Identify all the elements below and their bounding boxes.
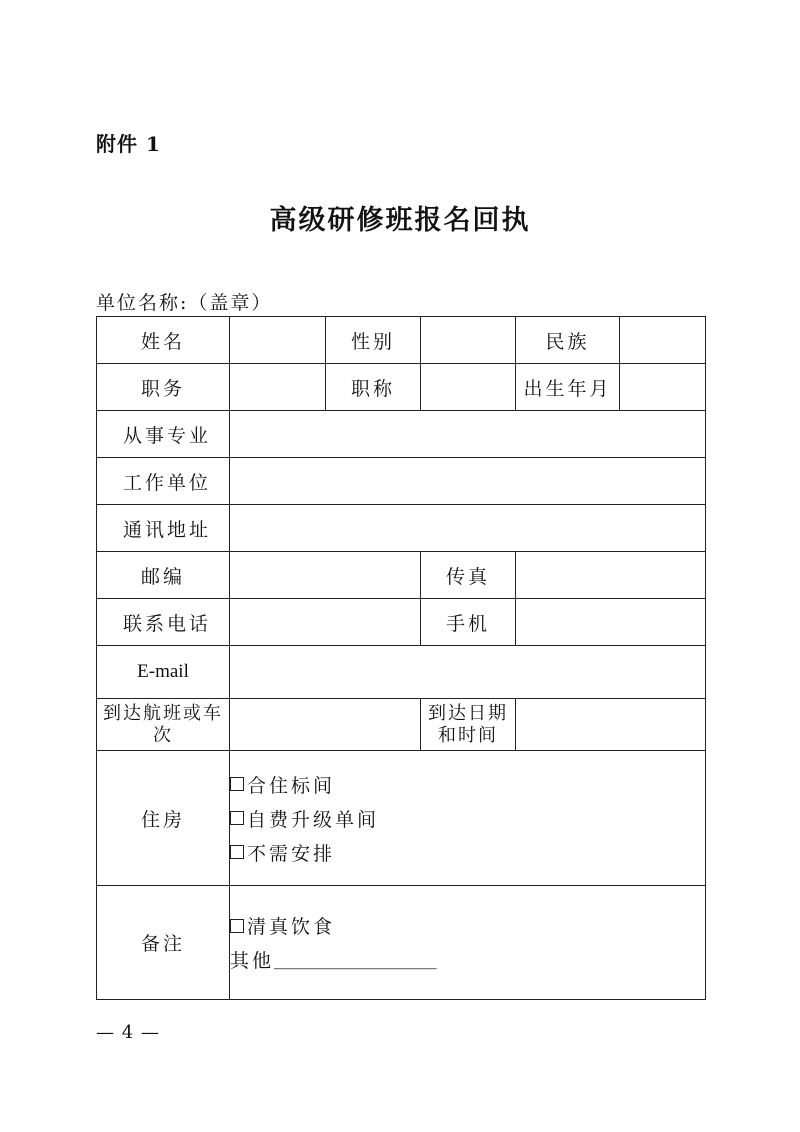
other-blank-field[interactable]: _______________ <box>274 949 437 970</box>
ethnicity-label: 民族 <box>516 317 620 364</box>
specialty-field[interactable] <box>230 411 706 458</box>
arrival-time-label: 到达日期和时间 <box>421 699 516 751</box>
housing-label: 住房 <box>97 751 230 886</box>
arrival-flight-field[interactable] <box>230 699 421 751</box>
option-label: 清真饮食 <box>247 916 336 938</box>
checkbox-icon[interactable] <box>230 777 244 791</box>
housing-options <box>230 751 706 886</box>
page-number: — 4 — <box>96 1022 160 1043</box>
option-label: 合住标间 <box>247 774 336 797</box>
checkbox-icon[interactable] <box>230 845 244 859</box>
remarks-options <box>230 886 706 1000</box>
arrival-flight-label: 到达航班或车次 <box>97 699 230 751</box>
housing-option-upgrade[interactable] <box>230 801 705 835</box>
remarks-other-row <box>230 943 705 977</box>
birth-label: 出生年月 <box>516 364 620 411</box>
phone-field[interactable] <box>230 599 421 646</box>
position-field[interactable] <box>230 364 326 411</box>
gender-label: 性别 <box>326 317 421 364</box>
option-label: 自费升级单间 <box>247 808 380 831</box>
gender-field[interactable] <box>421 317 516 364</box>
housing-option-shared[interactable] <box>230 767 705 801</box>
address-label: 通讯地址 <box>97 505 230 552</box>
option-label: 不需安排 <box>247 842 336 865</box>
postcode-label: 邮编 <box>97 552 230 599</box>
other-label: 其他 <box>230 950 275 972</box>
form-title: 高级研修班报名回执 <box>269 205 531 236</box>
remarks-label: 备注 <box>97 886 230 1000</box>
fax-field[interactable] <box>516 552 706 599</box>
title-field[interactable] <box>421 364 516 411</box>
remarks-option-halal[interactable] <box>230 909 705 943</box>
birth-field[interactable] <box>620 364 706 411</box>
name-label: 姓名 <box>97 317 230 364</box>
unit-name-label: 单位名称:（盖章） <box>96 292 273 314</box>
mobile-label: 手机 <box>421 599 516 646</box>
attachment-label: 附件 1 <box>96 132 161 156</box>
checkbox-icon[interactable] <box>230 811 244 825</box>
registration-table <box>96 316 706 1000</box>
address-field[interactable] <box>230 505 706 552</box>
mobile-field[interactable] <box>516 599 706 646</box>
postcode-field[interactable] <box>230 552 421 599</box>
arrival-time-field[interactable] <box>516 699 706 751</box>
housing-option-none[interactable] <box>230 835 705 869</box>
email-label: E-mail <box>97 646 230 699</box>
specialty-label: 从事专业 <box>97 411 230 458</box>
email-field[interactable] <box>230 646 706 699</box>
phone-label: 联系电话 <box>97 599 230 646</box>
title-label: 职称 <box>326 364 421 411</box>
fax-label: 传真 <box>421 552 516 599</box>
ethnicity-field[interactable] <box>620 317 706 364</box>
workplace-field[interactable] <box>230 458 706 505</box>
name-field[interactable] <box>230 317 326 364</box>
position-label: 职务 <box>97 364 230 411</box>
workplace-label: 工作单位 <box>97 458 230 505</box>
checkbox-icon[interactable] <box>230 919 244 933</box>
